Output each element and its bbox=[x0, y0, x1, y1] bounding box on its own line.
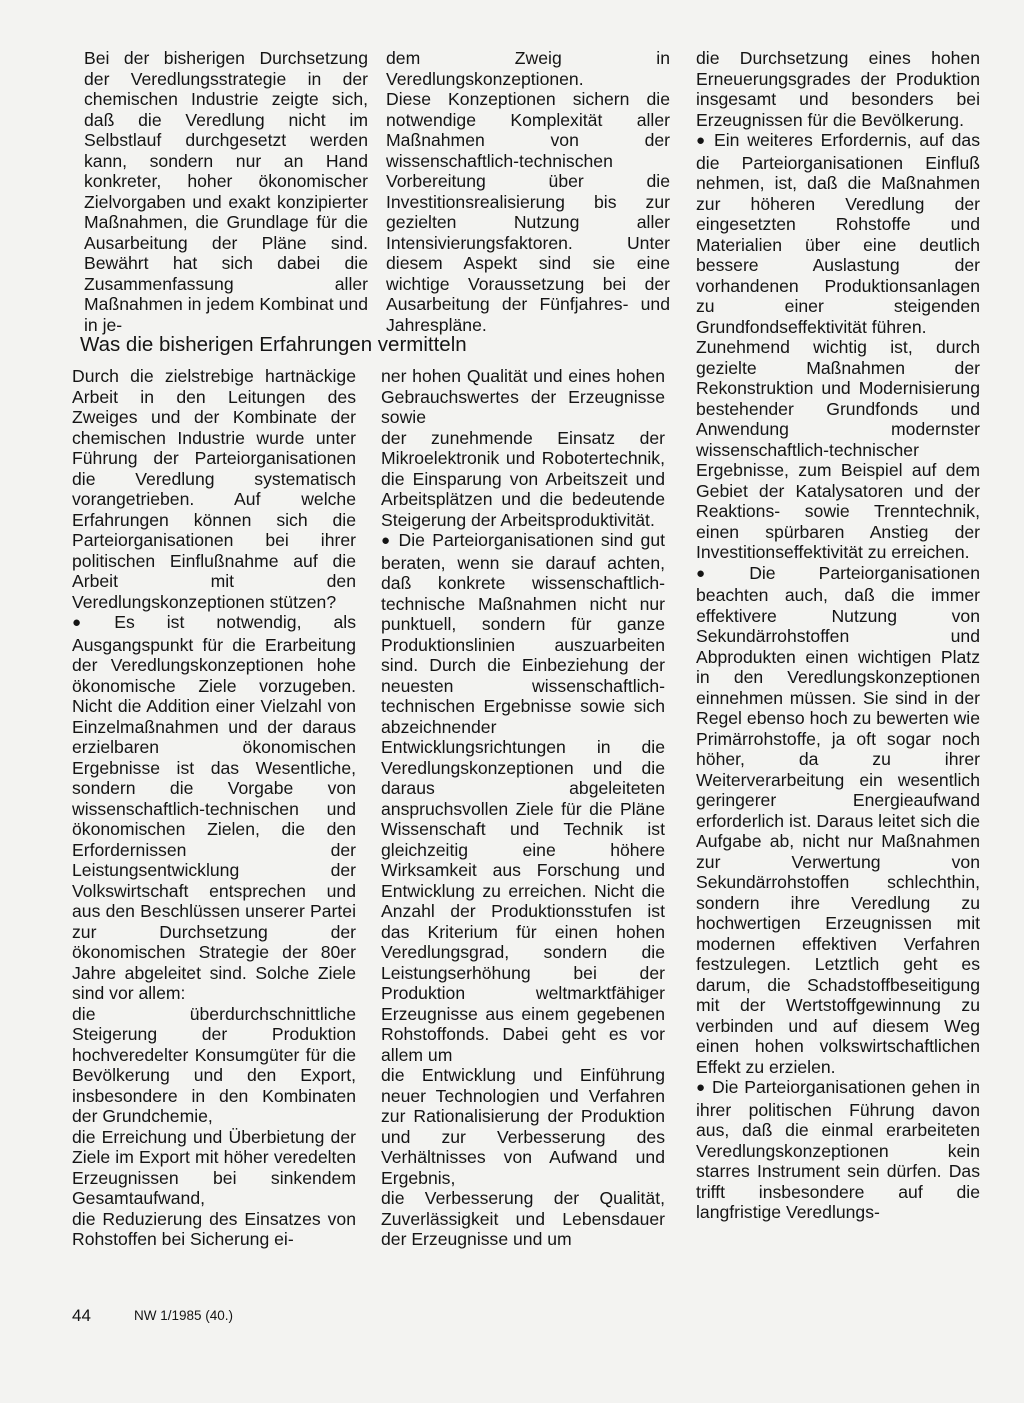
paragraph: der zunehmende Einsatz der Mikroelektronik und Robotertechnik, die Einsparung von Arbeitszeit und Arbeitsplätzen und die bedeutende Steigerung der Arbeitsproduktivität. bbox=[381, 427, 665, 530]
paragraph: Zunehmend wichtig ist, durch gezielte Maßnahmen der Rekonstruktion und Modernisierung bestehender Grundfonds und Anwendung modernster wissenschaftlich-technischer Ergebnisse, zum Beispiel auf dem Gebiet der Katalysatoren und der Reaktions- sowie Trenntechnik, einen spürbaren Anstieg der Investitionseffektivität zu erreichen. bbox=[696, 337, 980, 562]
paragraph: die Durchsetzung eines hohen Erneuerungsgrades der Produktion insgesamt und besonders bei Erzeugnissen für die Bevölkerung. bbox=[696, 48, 980, 130]
bullet-paragraph: ● Die Parteiorganisationen beachten auch, daß die immer effektivere Nutzung von Sekundärrohstoffen und Abprodukten einen wichtigen Platz in den Veredlungskonzeptionen einnehmen müssen. Sie sind in der Regel ebenso hoch zu bewerten wie Primärrohstoffe, ja oft sogar noch höher, da zu ihrer Weiterverarbeitung ein wesentlich geringerer Energieaufwand erforderlich ist. Daraus leitet sich die Aufgabe ab, nicht nur Maßnahmen zur Verwertung von Sekundärrohstoffen schlechthin, sondern ihre Veredlung zu hochwertigen Erzeugnissen mit modernen effektiven Verfahren festzulegen. Letztlich geht es darum, die Schadstoffbeseitigung mit der Wertstoffgewinnung zu verbinden und auf diesem Weg einen hohen volkswirtschaftlichen Effekt zu erzielen. bbox=[696, 563, 980, 1078]
paragraph: die Erreichung und Überbietung der Ziele im Export mit höher veredelten Erzeugnissen bei sinkendem Gesamtaufwand, bbox=[72, 1126, 356, 1208]
paragraph: dem Zweig in Veredlungskonzeptionen. bbox=[386, 48, 670, 89]
paragraph: die überdurchschnittliche Steigerung der Produktion hochveredelter Konsumgüter für die Bevölkerung und den Export, insbesondere in den Kombinaten der Grundchemie, bbox=[72, 1003, 356, 1126]
column-2-bottom bbox=[381, 366, 665, 1250]
paragraph: Diese Konzeptionen sichern die notwendige Komplexität aller Maßnahmen von der wissenschaftlich-technischen Vorbereitung über die Investitionsrealisierung bis zur gezielten Nutzung aller Intensivierungsfaktoren. Unter diesem Aspekt sind sie eine wichtige Voraussetzung bei der Ausarbeitung der Fünfjahres- und Jahrespläne. bbox=[386, 89, 670, 335]
column-3 bbox=[696, 48, 980, 1223]
paragraph: die Verbesserung der Qualität, Zuverlässigkeit und Lebensdauer der Erzeugnisse und um bbox=[381, 1188, 665, 1249]
issue-reference: NW 1/1985 (40.) bbox=[134, 1308, 234, 1323]
bullet-paragraph: ● Es ist notwendig, als Ausgangspunkt für die Erarbeitung der Veredlungskonzeptionen hohe ökonomische Ziele vorzugeben. Nicht die Addition einer Vielzahl von Einzelmaßnahmen und der daraus erzielbaren ökonomischen Ergebnisse ist das Wesentliche, sondern die Vorgabe von wissenschaftlich-technischen und ökonomischen Zielen, die den Erfordernissen der Leistungsentwicklung der Volkswirtschaft entsprechen und aus den Beschlüssen unserer Partei zur Durchsetzung der ökonomischen Strategie der 80er Jahre abgeleitet sind. Solche Ziele sind vor allem: bbox=[72, 612, 356, 1004]
paragraph: die Reduzierung des Einsatzes von Rohstoffen bei Sicherung ei- bbox=[72, 1208, 356, 1249]
paragraph: ner hohen Qualität und eines hohen Gebrauchswertes der Erzeugnisse sowie bbox=[381, 366, 665, 427]
paragraph: Durch die zielstrebige hartnäckige Arbeit in den Leitungen des Zweiges und der Kombinate der chemischen Industrie wurde unter Führung der Parteiorganisationen die Veredlung systematisch vorangetrieben. Auf welche Erfahrungen können sich die Parteiorganisationen bei ihrer politischen Einflußnahme auf die Arbeit mit den Veredlungskonzeptionen stützen? bbox=[72, 366, 356, 612]
column-1-bottom bbox=[72, 366, 356, 1250]
bullet-paragraph: ● Die Parteiorganisationen sind gut beraten, wenn sie darauf achten, daß konkrete wissenschaftlich-technische Maßnahmen nicht nur punktuell, sondern für ganze Produktionslinien auszuarbeiten sind. Durch die Einbeziehung der neuesten wissenschaftlich-technischen Ergebnisse sowie sich abzeichnender Entwicklungsrichtungen in die Veredlungskonzeptionen und die daraus abgeleiteten anspruchsvollen Ziele für die Pläne Wissenschaft und Technik ist gleichzeitig eine höhere Wirksamkeit aus Forschung und Entwicklung zu erreichen. Nicht die Anzahl der Produktionsstufen ist das Kriterium für einen hohen Veredlungsgrad, sondern die Leistungserhöhung bei der Produktion weltmarktfähiger Erzeugnisse aus einem gegebenen Rohstoffonds. Dabei geht es vor allem um bbox=[381, 530, 665, 1065]
bullet-paragraph: ● Ein weiteres Erfordernis, auf das die Parteiorganisationen Einfluß nehmen, ist, daß die Maßnahmen zur höheren Veredlung der eingesetzten Rohstoffe und Materialien über eine deutlich bessere Auslastung der vorhandenen Produktionsanlagen zu einer steigenden Grundfondseffektivität führen. bbox=[696, 130, 980, 337]
section-heading: Was die bisherigen Erfahrungen vermitteln bbox=[80, 333, 467, 356]
column-1-top bbox=[84, 48, 368, 335]
column-2-top bbox=[386, 48, 670, 335]
paragraph: Bei der bisherigen Durchsetzung der Veredlungsstrategie in der chemischen Industrie zeigte sich, daß die Veredlung nicht im Selbstlauf durchgesetzt werden kann, sondern nur an Hand konkreter, hoher ökonomischer Zielvorgaben und exakt konzipierter Maßnahmen, die Grundlage für die Ausarbeitung der Pläne sind. Bewährt hat sich dabei die Zusammenfassung aller Maßnahmen in jedem Kombinat und in je- bbox=[84, 48, 368, 335]
page-number: 44 bbox=[72, 1306, 91, 1325]
bullet-paragraph: ● Die Parteiorganisationen gehen in ihrer politischen Führung davon aus, daß die einmal erarbeiteten Veredlungskonzeptionen kein starres Instrument sein dürfen. Das trifft insbesondere auf die langfristige Veredlungs- bbox=[696, 1077, 980, 1223]
paragraph: die Entwicklung und Einführung neuer Technologien und Verfahren zur Rationalisierung der Produktion und zur Verbesserung des Verhältnisses von Aufwand und Ergebnis, bbox=[381, 1065, 665, 1188]
